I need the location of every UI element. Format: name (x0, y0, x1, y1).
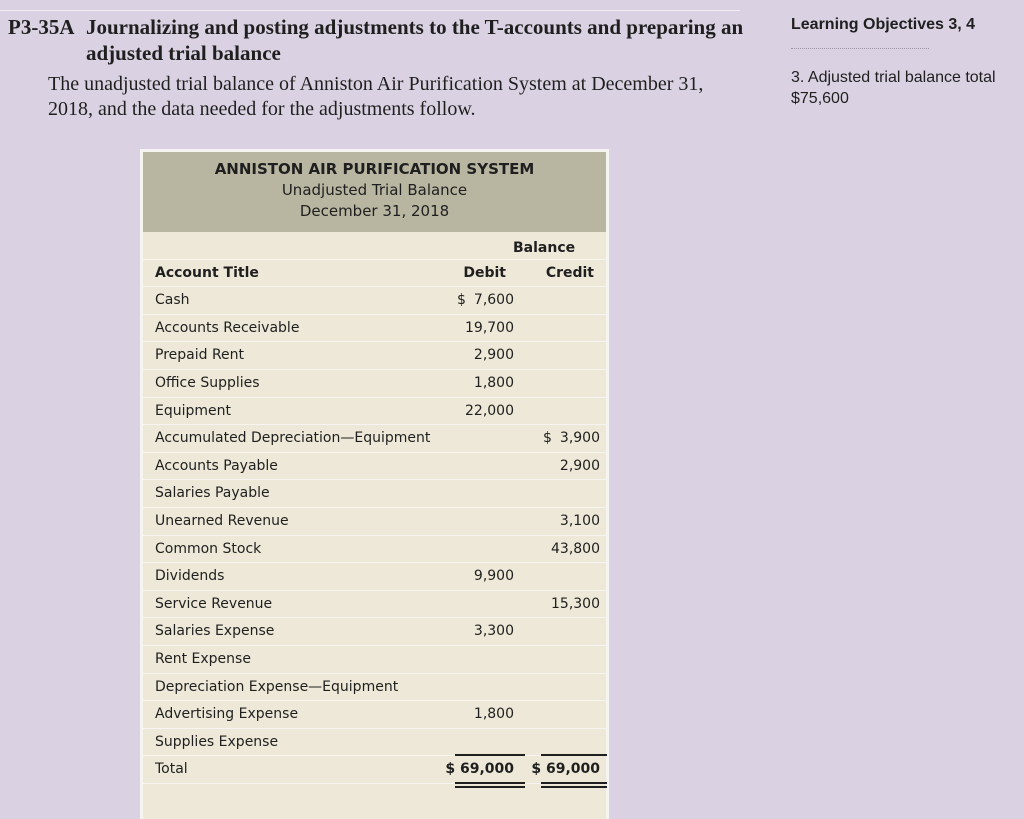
dotted-divider (791, 48, 929, 49)
debit-double-underline (455, 782, 525, 788)
debit-amount: 22,000 (465, 402, 514, 419)
account-title: Salaries Expense (155, 623, 275, 640)
problem-number: P3-35A (8, 15, 75, 39)
debit-amount: 1,800 (473, 374, 514, 391)
table-row (143, 536, 606, 564)
problem-heading (8, 14, 768, 66)
account-title: Rent Expense (155, 650, 251, 667)
table-row (143, 287, 606, 315)
table-row (143, 342, 606, 370)
column-header-row (143, 260, 606, 288)
debit-dollar-sign: $ (457, 292, 466, 309)
company-name: ANNISTON AIR PURIFICATION SYSTEM (214, 160, 535, 178)
account-title: Unearned Revenue (155, 512, 289, 529)
table-row (143, 480, 606, 508)
account-title: Equipment (155, 402, 231, 419)
account-title-header: Account Title (155, 264, 259, 281)
account-title: Accumulated Depreciation—Equipment (155, 430, 431, 447)
table-row (143, 563, 606, 591)
report-name: Unadjusted Trial Balance (281, 181, 468, 199)
debit-header: Debit (463, 264, 506, 281)
table-row (143, 370, 606, 398)
credit-amount: 43,800 (551, 540, 600, 557)
account-title: Salaries Payable (155, 485, 270, 502)
sidebar (791, 14, 1016, 109)
report-date: December 31, 2018 (299, 202, 450, 220)
account-title: Dividends (155, 568, 225, 585)
table-row (143, 618, 606, 646)
account-title: Office Supplies (155, 374, 260, 391)
account-title: Accounts Payable (155, 457, 278, 474)
table-row (143, 453, 606, 481)
account-title: Prepaid Rent (155, 347, 245, 364)
total-label: Total (155, 761, 188, 778)
problem-description: The unadjusted trial balance of Anniston Air Purification System at December 31, 2018, and the data needed for the adjustments follow. (48, 73, 704, 120)
debit-total: $ 69,000 (445, 761, 514, 778)
account-title: Depreciation Expense—Equipment (155, 678, 399, 695)
debit-amount: 19,700 (465, 319, 514, 336)
debit-amount: 2,900 (473, 347, 514, 364)
trial-balance-header (143, 152, 606, 232)
account-title: Supplies Expense (155, 733, 279, 750)
credit-amount: 15,300 (551, 595, 600, 612)
check-figure (791, 67, 1016, 109)
table-row (143, 701, 606, 729)
check-figure-line2: $75,600 (791, 90, 849, 107)
account-title: Accounts Receivable (155, 319, 300, 336)
table-row (143, 729, 606, 757)
trial-balance-table (140, 149, 609, 819)
top-rule (0, 10, 740, 11)
balance-label: Balance (513, 240, 576, 256)
debit-amount: 3,300 (473, 623, 514, 640)
credit-header: Credit (545, 264, 594, 281)
learning-objectives: Learning Objectives 3, 4 (791, 16, 976, 33)
debit-amount: 7,600 (473, 292, 514, 309)
account-title: Service Revenue (155, 595, 273, 612)
credit-amount: 2,900 (559, 457, 600, 474)
account-title: Common Stock (155, 540, 262, 557)
table-row (143, 315, 606, 343)
account-rows (143, 287, 606, 756)
debit-amount: 1,800 (473, 706, 514, 723)
check-figure-line1: 3. Adjusted trial balance total (791, 69, 996, 86)
credit-double-underline (541, 782, 607, 788)
table-row (143, 591, 606, 619)
table-row (143, 425, 606, 453)
debit-total-underline (455, 754, 525, 756)
debit-amount: 9,900 (473, 568, 514, 585)
balance-header-row (143, 232, 606, 260)
table-row (143, 646, 606, 674)
credit-dollar-sign: $ (543, 430, 552, 447)
credit-total: $ 69,000 (531, 761, 600, 778)
credit-amount: 3,100 (559, 512, 600, 529)
problem-title: Journalizing and posting adjustments to the T-accounts and preparing an adjusted trial balance (86, 15, 744, 65)
total-row (143, 756, 606, 784)
credit-total-underline (541, 754, 607, 756)
table-row (143, 674, 606, 702)
account-title: Cash (155, 292, 190, 309)
credit-amount: 3,900 (559, 430, 600, 447)
table-row (143, 508, 606, 536)
account-title: Advertising Expense (155, 706, 299, 723)
table-row (143, 398, 606, 426)
